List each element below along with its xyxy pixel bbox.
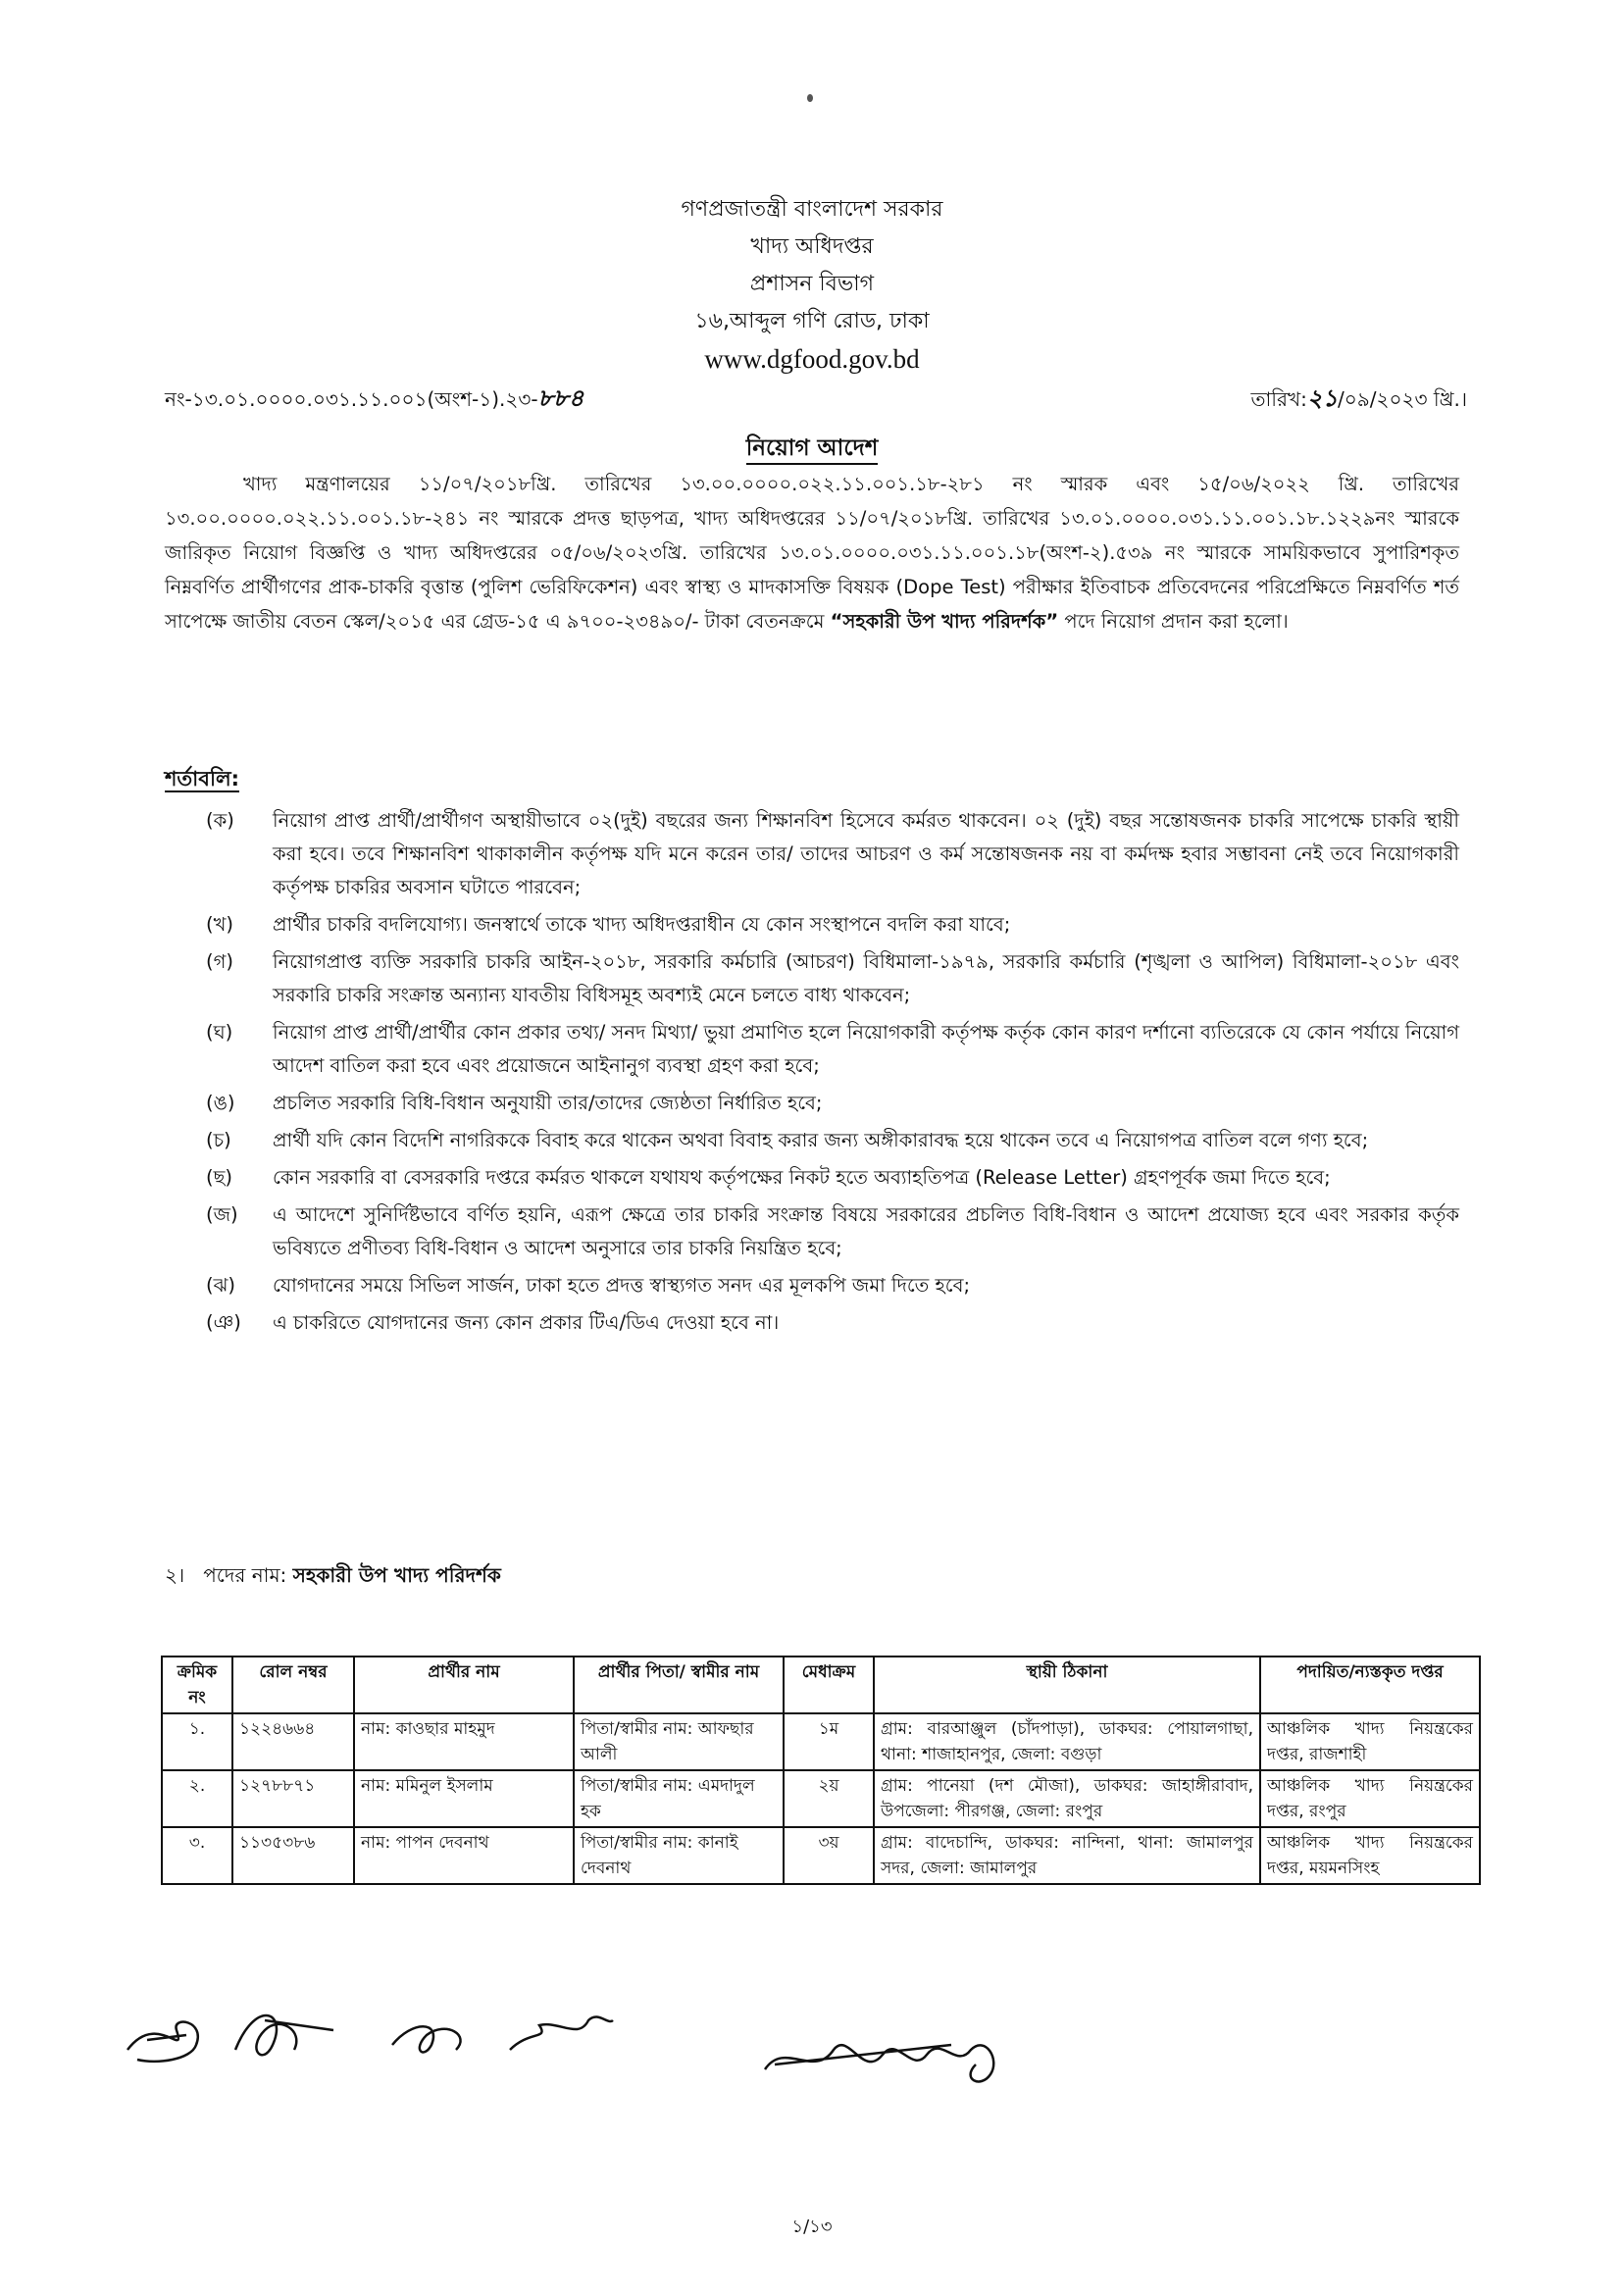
- order-body-end: পদে নিয়োগ প্রদান করা হলো।: [1058, 610, 1289, 633]
- condition-item: [206, 1016, 1459, 1083]
- cell-serial: ২.: [162, 1770, 232, 1827]
- condition-text: প্রার্থীর চাকরি বদলিযোগ্য। জনস্বার্থে তাকে খাদ্য অধিদপ্তরাধীন যে কোন সংস্থাপনে বদলি করা যাবে;: [273, 913, 1011, 936]
- cell-name: নাম: পাপন দেবনাথ: [354, 1827, 574, 1884]
- cell-serial: ১.: [162, 1713, 232, 1770]
- cell-father: পিতা/স্বামীর নাম: কানাই দেবনাথ: [574, 1827, 784, 1884]
- col-office: পদায়িত/ন্যস্তকৃত দপ্তর: [1260, 1657, 1480, 1713]
- memo-date-handwritten: ২১: [1306, 383, 1339, 412]
- post-section-name: সহকারী উপ খাদ্য পরিদর্শক: [292, 1563, 501, 1587]
- cell-office: আঞ্চলিক খাদ্য নিয়ন্ত্রকের দপ্তর, ময়মনসিংহ: [1260, 1827, 1480, 1884]
- condition-label: (ঙ): [206, 1092, 235, 1114]
- col-roll: রোল নম্বর: [232, 1657, 354, 1713]
- order-body-text: খাদ্য মন্ত্রণালয়ের ১১/০৭/২০১৮খ্রি. তারিখের ১৩.০০.০০০০.০২২.১১.০০১.১৮-২৮১ নং স্মারক এবং ১৫/০৬/২০২২ খ্রি. তারিখের ১৩.০০.০০০০.০২২.১১.০০১.১৮-২৪১ নং স্মারকে প্রদত্ত ছাড়পত্র, খাদ্য অধিদপ্তরের ১১/০৭/২০১৮খ্রি. তারিখের ১৩.০১.০০০০.০৩১.১১.০০১.১৮.১২২৯নং স্মারকে জারিকৃত নিয়োগ বিজ্ঞপ্তি ও খাদ্য অধিদপ্তরের ০৫/০৬/২০২৩খ্রি. তারিখের ১৩.০১.০০০০.০৩১.১১.০০১.১৮(অংশ-২).৫৩৯ নং স্মারকে সাময়িকভাবে সুপারিশকৃত নিম্নবর্ণিত প্রার্থীগণের প্রাক-চাকরি বৃত্তান্ত (পুলিশ ভেরিফিকেশন) এবং স্বাস্থ্য ও মাদকাসক্তি বিষয়ক (Dope Test) পরীক্ষার ইতিবাচক প্রতিবেদনের পরিপ্রেক্ষিতে নিম্নবর্ণিত শর্ত সাপেক্ষে জাতীয় বেতন স্কেল/২০১৫ এর গ্রেড-১৫ এ ৯৭০০-২৩৪৯০/- টাকা বেতনক্রমে: [165, 473, 1459, 633]
- condition-text: প্রচলিত সরকারি বিধি-বিধান অনুযায়ী তার/তাদের জ্যেষ্ঠতা নির্ধারিত হবে;: [273, 1092, 823, 1114]
- scan-speck: [807, 94, 813, 102]
- col-merit: মেধাক্রম: [784, 1657, 874, 1713]
- letterhead: [0, 191, 1624, 378]
- condition-item: [206, 1124, 1459, 1157]
- cell-merit: ২য়: [784, 1770, 874, 1827]
- cell-office: আঞ্চলিক খাদ্য নিয়ন্ত্রকের দপ্তর, রাজশাহী: [1260, 1713, 1480, 1770]
- page-title-text: নিয়োগ আদেশ: [746, 435, 879, 465]
- letterhead-division: প্রশাসন বিভাগ: [749, 272, 875, 296]
- col-father: প্রার্থীর পিতা/ স্বামীর নাম: [574, 1657, 784, 1713]
- table-row: [162, 1827, 1480, 1884]
- condition-label: (চ): [206, 1129, 231, 1151]
- col-address: স্থায়ী ঠিকানা: [874, 1657, 1260, 1713]
- condition-item: [206, 1161, 1459, 1195]
- cell-serial: ৩.: [162, 1827, 232, 1884]
- condition-label: (গ): [206, 950, 233, 973]
- condition-label: (ঘ): [206, 1021, 233, 1044]
- condition-item: [206, 1198, 1459, 1265]
- condition-item: [206, 1306, 1459, 1340]
- order-body: [165, 467, 1459, 638]
- conditions-heading: [165, 763, 239, 797]
- condition-label: (ঝ): [206, 1274, 235, 1297]
- col-name: প্রার্থীর নাম: [354, 1657, 574, 1713]
- conditions-list: [206, 804, 1459, 1344]
- cell-father: পিতা/স্বামীর নাম: এমদাদুল হক: [574, 1770, 784, 1827]
- condition-text: নিয়োগ প্রাপ্ত প্রার্থী/প্রার্থীর কোন প্রকার তথ্য/ সনদ মিথ্যা/ ভুয়া প্রমাণিত হলে নিয়োগকারী কর্তৃপক্ষ কর্তৃক কোন কারণ দর্শানো ব্যতিরেকে যে কোন পর্যায়ে নিয়োগ আদেশ বাতিল করা হবে এবং প্রয়োজনে আইনানুগ ব্যবস্থা গ্রহণ করা হবে;: [273, 1021, 1459, 1077]
- table-row: [162, 1713, 1480, 1770]
- condition-item: [206, 804, 1459, 904]
- letterhead-website: www.dgfood.gov.bd: [704, 344, 920, 374]
- post-section-number: ২।: [165, 1563, 185, 1587]
- condition-text: এ আদেশে সুনির্দিষ্টভাবে বর্ণিত হয়নি, এরূপ ক্ষেত্রে তার চাকরি সংক্রান্ত বিষয়ে সরকারের প্রচলিত বিধি-বিধান ও আদেশ প্রযোজ্য হবে এবং সরকার কর্তৃক ভবিষ্যতে প্রণীতব্য বিধি-বিধান ও আদেশ অনুসারে তার চাকরি নিয়ন্ত্রিত হবে;: [273, 1203, 1459, 1259]
- condition-text: নিয়োগ প্রাপ্ত প্রার্থী/প্রার্থীগণ অস্থায়ীভাবে ০২(দুই) বছরের জন্য শিক্ষানবিশ হিসেবে কর্মরত থাকবেন। ০২ (দুই) বছর সন্তোষজনক চাকরি সাপেক্ষে চাকরি স্থায়ী করা হবে। তবে শিক্ষানবিশ থাকাকালীন কর্তৃপক্ষ যদি মনে করেন তার/ তাদের আচরণ ও কর্ম সন্তোষজনক নয় বা কর্মদক্ষ হবার সম্ভাবনা নেই তবে নিয়োগকারী কর্তৃপক্ষ চাকরির অবসান ঘটাতে পারবেন;: [273, 809, 1459, 898]
- letterhead-address: ১৬,আব্দুল গণি রোড, ঢাকা: [694, 309, 930, 333]
- memo-date-suffix: /০৯/২০২৩ খ্রি.।: [1338, 387, 1467, 411]
- cell-name: নাম: কাওছার মাহমুদ: [354, 1713, 574, 1770]
- col-serial: ক্রমিক নং: [162, 1657, 232, 1713]
- cell-address: গ্রাম: বাদেচান্দি, ডাকঘর: নান্দিনা, থানা: জামালপুর সদর, জেলা: জামালপুর: [874, 1827, 1260, 1884]
- condition-label: (ছ): [206, 1166, 233, 1189]
- memo-number-prefix: নং-১৩.০১.০০০০.০৩১.১১.০০১(অংশ-১).২৩-: [165, 387, 538, 411]
- cell-merit: ৩য়: [784, 1827, 874, 1884]
- page-number: ১/১৩: [791, 2217, 833, 2237]
- letterhead-government: গণপ্রজাতন্ত্রী বাংলাদেশ সরকার: [681, 197, 943, 222]
- cell-address: গ্রাম: বারআঞ্জুল (চাঁদপাড়া), ডাকঘর: পোয়ালগাছা, থানা: শাজাহানপুর, জেলা: বগুড়া: [874, 1713, 1260, 1770]
- cell-office: আঞ্চলিক খাদ্য নিয়ন্ত্রকের দপ্তর, রংপুর: [1260, 1770, 1480, 1827]
- condition-text: কোন সরকারি বা বেসরকারি দপ্তরে কর্মরত থাকলে যথাযথ কর্তৃপক্ষের নিকট হতে অব্যাহতিপত্র (Release Letter) গ্রহণপূর্বক জমা দিতে হবে;: [273, 1166, 1331, 1189]
- signature-main: [755, 2020, 1030, 2109]
- condition-label: (ঞ): [206, 1311, 241, 1334]
- table-header-row: [162, 1657, 1480, 1713]
- memo-date: [1250, 381, 1467, 420]
- condition-text: প্রার্থী যদি কোন বিদেশি নাগরিককে বিবাহ করে থাকেন অথবা বিবাহ করার জন্য অঙ্গীকারাবদ্ধ হয়ে থাকেন তবে এ নিয়োগপত্র বাতিল বলে গণ্য হবে;: [273, 1129, 1369, 1151]
- memo-date-prefix: তারিখ:: [1250, 387, 1307, 411]
- order-body-post: “সহকারী উপ খাদ্য পরিদর্শক”: [830, 610, 1059, 633]
- cell-father: পিতা/স্বামীর নাম: আফছার আলী: [574, 1713, 784, 1770]
- post-section-label: পদের নাম:: [203, 1563, 287, 1587]
- cell-address: গ্রাম: পানেয়া (দশ মৌজা), ডাকঘর: জাহাঙ্গীরাবাদ, উপজেলা: পীরগঞ্জ, জেলা: রংপুর: [874, 1770, 1260, 1827]
- page-title: [0, 430, 1624, 468]
- condition-item: [206, 1269, 1459, 1302]
- condition-label: (জ): [206, 1203, 238, 1226]
- post-name-line: [165, 1561, 501, 1594]
- condition-item: [206, 908, 1459, 942]
- condition-label: (খ): [206, 913, 234, 936]
- condition-item: [206, 1087, 1459, 1120]
- table-row: [162, 1770, 1480, 1827]
- letterhead-directorate: খাদ্য অধিদপ্তর: [750, 234, 874, 259]
- condition-label: (ক): [206, 809, 234, 832]
- condition-text: নিয়োগপ্রাপ্ত ব্যক্তি সরকারি চাকরি আইন-২০১৮, সরকারি কর্মচারি (আচরণ) বিধিমালা-১৯৭৯, সরকারি কর্মচারি (শৃঙ্খলা ও আপিল) বিধিমালা-২০১৮ এবং সরকারি চাকরি সংক্রান্ত অন্যান্য যাবতীয় বিধিসমূহ অবশ্যই মেনে চলতে বাধ্য থাকবেন;: [273, 950, 1460, 1006]
- cell-roll: ১১৩৫৩৮৬: [232, 1827, 354, 1884]
- memo-number-handwritten: ৮৮৪: [537, 383, 584, 412]
- conditions-heading-text: শর্তাবলি:: [165, 767, 240, 790]
- condition-item: [206, 945, 1459, 1012]
- cell-name: নাম: মমিনুল ইসলাম: [354, 1770, 574, 1827]
- memo-number: [165, 381, 584, 420]
- candidate-table: [161, 1656, 1481, 1885]
- cell-merit: ১ম: [784, 1713, 874, 1770]
- cell-roll: ১২৭৮৮৭১: [232, 1770, 354, 1827]
- signature-group-left: [118, 1991, 667, 2079]
- cell-roll: ১২২৪৬৬৪: [232, 1713, 354, 1770]
- condition-text: যোগদানের সময়ে সিভিল সার্জন, ঢাকা হতে প্রদত্ত স্বাস্থ্যগত সনদ এর মূলকপি জমা দিতে হবে;: [273, 1274, 971, 1297]
- condition-text: এ চাকরিতে যোগদানের জন্য কোন প্রকার টিএ/ডিএ দেওয়া হবে না।: [273, 1311, 780, 1334]
